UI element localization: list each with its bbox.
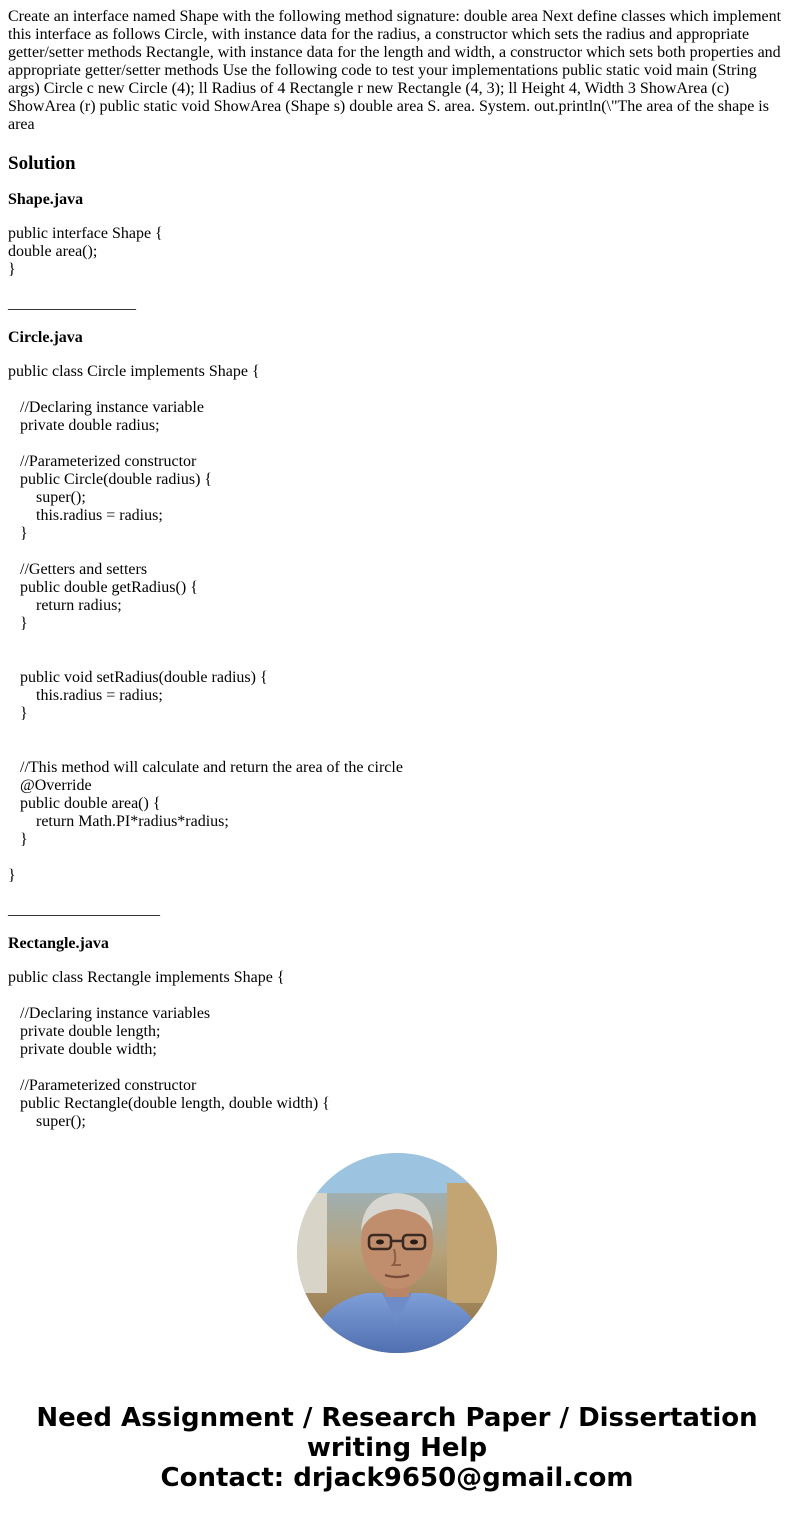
file-rectangle-java	[8, 935, 786, 1131]
code-block: public class Circle implements Shape { //Declaring instance variable private double radius; //Parameterized constructor public Circle(double radius) { super(); this.radius = radius; } //Getters and setters public double getRadius() { return radius; } public void setRadius(double radius) { this.radius = radius; } //This method will calculate and return the area of the circle @Override public double area() { return Math.PI*radius*radius; } }	[8, 363, 403, 884]
separator-line: ________________	[8, 295, 136, 312]
promo-contact: Contact: drjack9650@gmail.com	[160, 1463, 634, 1493]
question-text: Create an interface named Shape with the following method signature: double area Next define classes which implement this interface as follows Circle, with instance data for the radius, a constructor which sets the radius and appropriate getter/setter methods Rectangle, with instance data for the length and width, a constructor which sets both properties and appropriate getter/setter methods Use the following code to test your implementations public static void main (String args) Circle c new Circle (4); ll Radius of 4 Rectangle r new Rectangle (4, 3); ll Height 4, Width 3 ShowArea (c) ShowArea (r) public static void ShowArea (Shape s) double area S. area. System. out.println(\"The area of the shape is area	[8, 8, 782, 133]
file-circle-java	[8, 329, 786, 919]
file-heading: Shape.java	[8, 191, 84, 208]
code-block: public interface Shape { double area(); }	[8, 225, 163, 278]
file-heading: Rectangle.java	[8, 935, 109, 952]
document-body	[8, 8, 786, 1131]
avatar	[297, 1153, 497, 1353]
file-shape-java	[8, 191, 786, 313]
person-portrait-image	[297, 1153, 497, 1353]
promo-line: Need Assignment / Research Paper / Dissertation	[36, 1403, 758, 1433]
promo-banner	[0, 1403, 794, 1493]
file-heading: Circle.java	[8, 329, 83, 346]
solution-heading: Solution	[8, 153, 76, 174]
promo-line: writing Help	[306, 1433, 488, 1463]
separator-line: ___________________	[8, 901, 160, 918]
code-block: public class Rectangle implements Shape { //Declaring instance variables private double length; private double width; //Parameterized constructor public Rectangle(double length, double width) { super();	[8, 969, 330, 1130]
